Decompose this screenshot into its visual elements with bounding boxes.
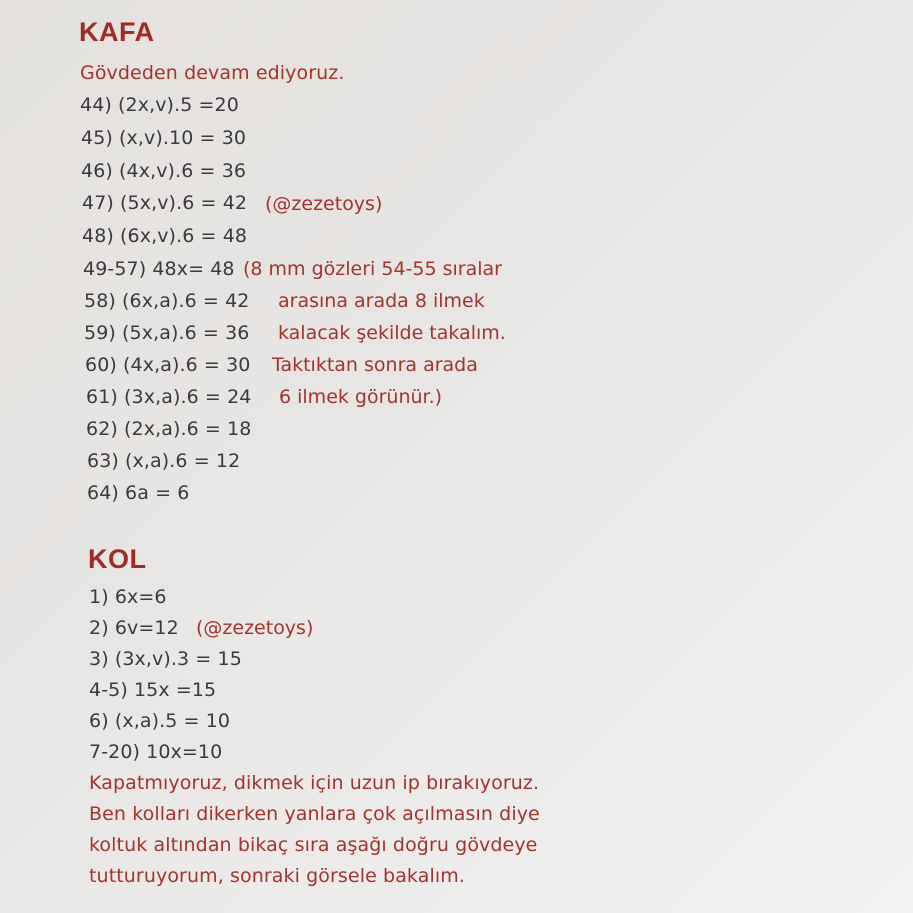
kafa-row: 46) (4x,v).6 = 36 [81,160,247,182]
kol-closing-line: Kapatmıyoruz, dikmek için uzun ip bırakıyoruz. [89,772,540,794]
kafa-note-line: (8 mm gözleri 54-55 sıralar [243,258,502,280]
kafa-row: 63) (x,a).6 = 12 [87,450,241,472]
kol-row: 7-20) 10x=10 [89,741,223,763]
kafa-row: 62) (2x,a).6 = 18 [86,418,252,440]
kafa-row: 60) (4x,a).6 = 30 [85,354,251,376]
kafa-row: 49-57) 48x= 48 [83,258,235,280]
kafa-row: 59) (5x,a).6 = 36 [84,322,250,344]
kafa-row: 48) (6x,v).6 = 48 [82,225,248,247]
kol-closing-line: Ben kolları dikerken yanlara çok açılmasın diye [89,803,540,825]
kafa-row: 58) (6x,a).6 = 42 [84,290,250,312]
kol-row: 4-5) 15x =15 [89,679,217,701]
kafa-note-line: 6 ilmek görünür.) [279,386,443,408]
kafa-note-line: Taktıktan sonra arada [272,354,478,376]
kafa-note-line: arasına arada 8 ilmek [278,290,485,312]
kafa-watermark: (@zezetoys) [265,193,383,215]
kol-row: 1) 6x=6 [89,586,167,608]
kol-row: 6) (x,a).5 = 10 [89,710,231,732]
kol-row: 3) (3x,v).3 = 15 [89,648,242,670]
kol-closing-line: tutturuyorum, sonraki görsele bakalım. [89,865,465,887]
kafa-row: 47) (5x,v).6 = 42 [82,192,248,214]
kafa-row: 44) (2x,v).5 =20 [80,94,239,116]
kol-closing-line: koltuk altından bikaç sıra aşağı doğru gövdeye [89,834,538,856]
kol-heading: KOL [88,544,147,574]
kafa-row: 64) 6a = 6 [87,482,190,504]
kol-row: 2) 6v=12 [89,617,179,639]
kafa-heading: KAFA [79,17,155,47]
kafa-intro: Gövdeden devam ediyoruz. [80,62,345,84]
kafa-note-line: kalacak şekilde takalım. [278,322,506,344]
kol-watermark: (@zezetoys) [196,617,314,639]
kafa-row: 45) (x,v).10 = 30 [81,127,247,149]
kafa-row: 61) (3x,a).6 = 24 [86,386,252,408]
